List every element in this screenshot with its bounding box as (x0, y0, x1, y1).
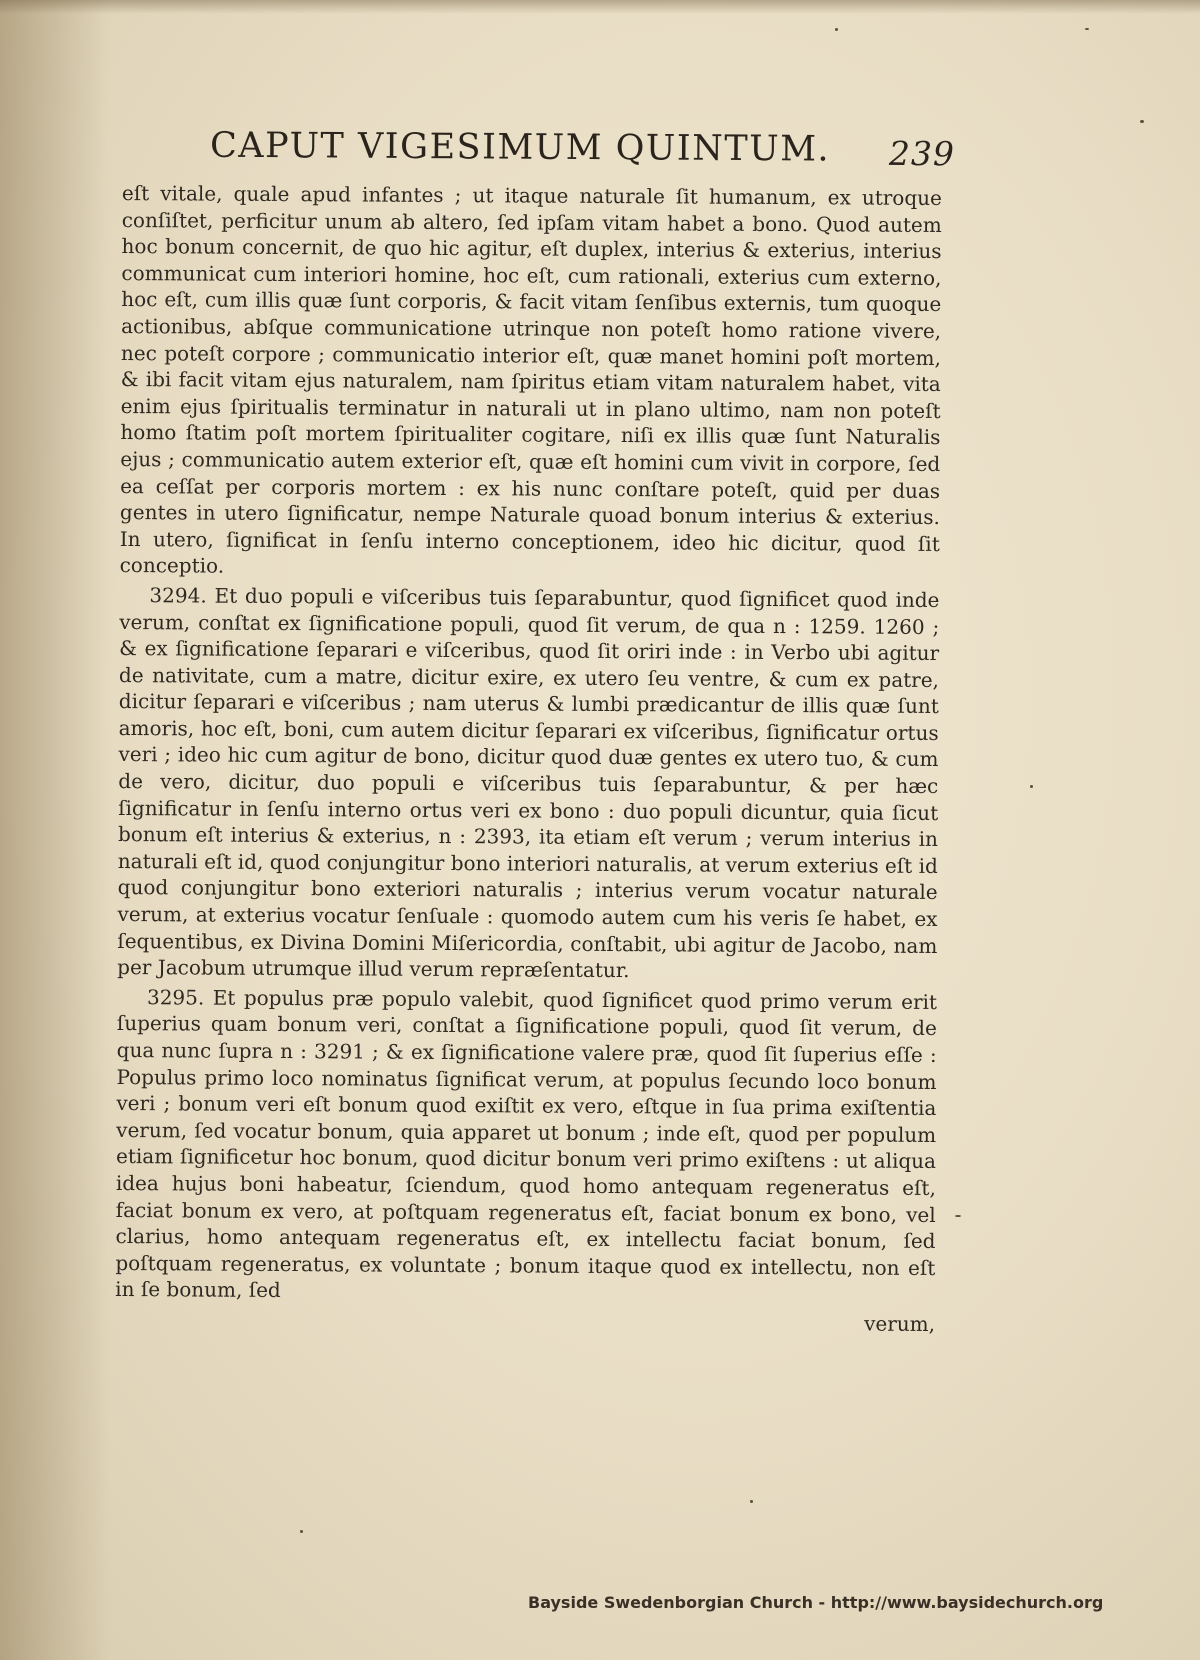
page-number: 239 (888, 133, 956, 174)
paragraph-continuation: eſt vitale, quale apud infantes ; ut itaque naturale ſit humanum, ex utroque conſiſtet, perficitur unum ab altero, ſed ipſam vitam habet a bono. Quod autem hoc bonum concernit, de quo hic agitur, eſt duplex, interius & exterius, interius communicat cum interiori homine, hoc eſt, cum rationali, exterius cum externo, hoc eſt, cum illis quæ ſunt corporis, & facit vitam ſenſibus externis, tum quoque actionibus, abſque communicatione utrinque non poteſt homo ratione vivere, nec poteſt corpore ; communicatio interior eſt, quæ manet homini poſt mortem, & ibi facit vitam ejus naturalem, nam ſpiritus etiam vitam naturalem habet, vita enim ejus ſpiritualis terminatur in naturali ut in plano ultimo, nam non poteſt homo ſtatim poſt mortem ſpiritualiter cogitare, niſi ex illis quæ ſunt Naturalis ejus ; communicatio autem exterior eſt, quæ eſt homini cum vivit in corpore, ſed ea ceſſat per corporis mortem : ex his nunc conſtare poteſt, quid per duas gentes in utero ſignificatur, nempe Naturale quoad bonum interius & exterius. In utero, ſignificat in ſenſu interno conceptionem, ideo hic dicitur, quod ſit conceptio. (119, 180, 942, 578)
running-title: CAPUT VIGESIMUM QUINTUM. (209, 125, 831, 170)
ink-speck (1140, 120, 1144, 123)
paragraph-3295: 3295. Et populus præ populo valebit, quod ſignificet quod primo verum erit ſuperius quam bonum veri, conſtat a ſignificatione populi, quod ſit verum, de qua nunc ſupra n : 3291 ; & ex ſignificatione valere præ, quod ſit ſuperius eſſe : Populus primo loco nominatus ſignificat verum, at populus ſecundo loco bonum veri ; bonum veri eſt bonum quod exiſtit ex vero, eſtque in ſua prima exiſtentia verum, ſed vocatur bonum, quia apparet ut bonum ; inde eſt, quod per populum etiam ſignificetur hoc bonum, quod dicitur bonum veri primo exiſtens : ut aliqua idea hujus boni habeatur, ſciendum, quod homo antequam regeneratus eſt, faciat bonum ex vero, at poſtquam regeneratus eſt, faciat bonum ex bono, vel clarius, homo antequam regeneratus eſt, ex intellectu faciat bonum, ſed poſtquam regeneratus, ex voluntate ; bonum itaque quod ex intellectu, non eſt in ſe bonum, ſed (115, 984, 938, 1303)
footer-credit: Bayside Swedenborgian Church - http://www.baysidechurch.org (528, 1593, 1104, 1612)
ink-speck (835, 28, 838, 31)
paragraph-3294: 3294. Et duo populi e viſceribus tuis ſeparabuntur, quod ſignificet quod inde verum, conſtat ex ſignificatione populi, quod ſit verum, de qua n : 1259. 1260 ; & ex ſignificatione ſeparari e viſceribus, quod ſit oriri inde : in Verbo ubi agitur de nativitate, cum a matre, dicitur exire, ex utero ſeu ventre, & cum ex patre, dicitur ſeparari e viſceribus ; nam uterus & lumbi prædicantur de illis quæ ſunt amoris, hoc eſt, boni, cum autem dicitur ſeparari ex viſceribus, ſignificatur ortus veri ; ideo hic cum agitur de bono, dicitur quod duæ gentes ex utero tuo, & cum de vero, dicitur, duo populi e viſceribus tuis ſeparabuntur, & per hæc ſignificatur in ſenſu interno ortus veri ex bono : duo populi dicuntur, quia ſicut bonum eſt interius & exterius, n : 2393, ita etiam eſt verum ; verum interius in naturali eſt id, quod conjungitur bono interiori naturalis, at verum exterius eſt id quod conjungitur bono exteriori naturalis ; interius verum vocatur naturale verum, at exterius vocatur ſenſuale : quomodo autem cum his veris ſe habet, ex ſequentibus, ex Divina Domini Miſericordia, conſtabit, ubi agitur de Jacobo, nam per Jacobum utrumque illud verum repræſentatur. (117, 583, 940, 983)
ink-speck (1030, 785, 1033, 788)
body-text (115, 180, 942, 1338)
ink-speck (955, 1215, 961, 1217)
ink-speck (1085, 28, 1089, 30)
catchword: verum, (864, 1311, 936, 1336)
ink-speck (750, 1500, 753, 1503)
running-header (210, 118, 955, 183)
ink-speck (300, 1530, 303, 1533)
